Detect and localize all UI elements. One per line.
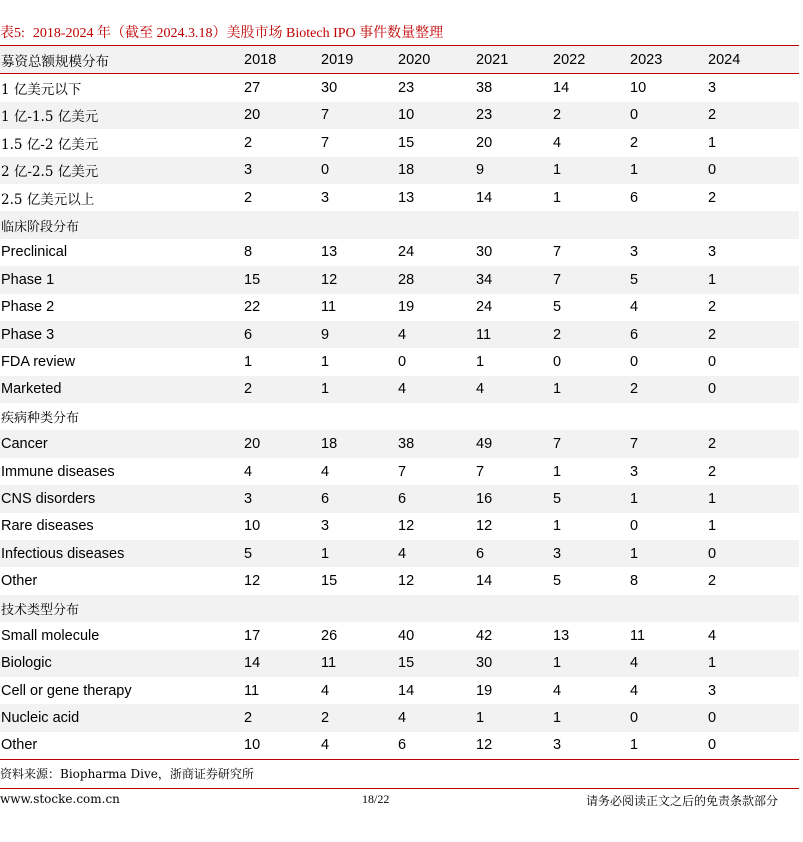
table-cell-value: 12 (244, 573, 261, 590)
table-cell-value: 20 (244, 436, 261, 453)
table-cell-value: 7 (553, 244, 562, 261)
table-row (0, 321, 799, 348)
table-row (0, 102, 799, 129)
table-cell-value: 2 (708, 299, 717, 316)
table-cell-value: 4 (321, 682, 330, 699)
table-cell-value: 2 (708, 463, 717, 480)
table-cell-value: 14 (476, 573, 493, 590)
table-cell-value: 4 (630, 682, 639, 699)
table-cell-value: 9 (476, 162, 485, 179)
table-cell-value: 1 (708, 490, 717, 507)
table-cell-value: 4 (630, 655, 639, 672)
table-cell-value: 3 (244, 490, 253, 507)
row-label: Phase 1 (1, 271, 55, 288)
table-cell-value: 13 (553, 627, 570, 644)
table-row (0, 74, 799, 102)
table-cell-value: 16 (476, 490, 493, 507)
table-cell-value: 24 (476, 299, 493, 316)
row-label: Small molecule (1, 627, 100, 644)
table-cell-value: 1 (553, 189, 562, 206)
table-cell-value: 3 (244, 162, 253, 179)
table-cell-value: 12 (321, 271, 338, 288)
row-label: Phase 2 (1, 299, 55, 316)
section-row (0, 403, 799, 430)
caption-label: 表5: (0, 26, 25, 41)
table-cell-value: 2 (630, 381, 639, 398)
row-label: Immune diseases (1, 463, 115, 480)
table-cell-value: 5 (244, 545, 253, 562)
table-cell-value: 3 (708, 80, 717, 97)
table-cell-value: 6 (476, 545, 485, 562)
table-cell-value: 42 (476, 627, 493, 644)
table-cell-value: 13 (398, 189, 415, 206)
table-cell-value: 0 (708, 737, 717, 754)
table-cell-value: 12 (476, 518, 493, 535)
table-cell-value: 1 (553, 518, 562, 535)
table-cell-value: 18 (398, 162, 415, 179)
row-label: Cancer (1, 436, 48, 453)
table-row (0, 458, 799, 485)
table-row (0, 650, 799, 677)
table-row (0, 704, 799, 731)
table-cell-value: 3 (708, 244, 717, 261)
table-cell-value: 7 (553, 436, 562, 453)
table-cell-value: 0 (708, 353, 717, 370)
table-cell-value: 7 (321, 107, 330, 124)
table-cell-value: 30 (476, 244, 493, 261)
table-cell-value: 0 (553, 353, 562, 370)
table-cell-value: 6 (398, 737, 407, 754)
table-cell-value: 23 (398, 80, 415, 97)
table-cell-value: 2 (630, 134, 639, 151)
table-row (0, 732, 799, 760)
table-cell-value: 0 (708, 162, 717, 179)
table-cell-value: 1 (708, 271, 717, 288)
table-cell-value: 2 (708, 436, 717, 453)
table-cell-value: 0 (321, 162, 330, 179)
row-label: 2.5 亿美元以上 (1, 191, 95, 208)
footer-page-number: 18/22 (362, 792, 390, 806)
table-cell-value: 1 (553, 463, 562, 480)
header-year: 2021 (476, 51, 509, 68)
table-cell-value: 4 (398, 710, 407, 727)
row-label: 1 亿-1.5 亿美元 (1, 109, 99, 126)
table-cell-value: 1 (630, 490, 639, 507)
table-cell-value: 19 (476, 682, 493, 699)
table-cell-value: 1 (553, 655, 562, 672)
row-label: 1.5 亿-2 亿美元 (1, 136, 99, 153)
table-cell-value: 1 (553, 710, 562, 727)
table-row (0, 348, 799, 375)
table-cell-value: 0 (708, 545, 717, 562)
footer-divider (0, 788, 799, 789)
section-label: 技术类型分布 (1, 603, 80, 618)
header-year: 2020 (398, 51, 431, 68)
section-label: 临床阶段分布 (1, 219, 80, 235)
table-cell-value: 17 (244, 627, 261, 644)
table-row (0, 513, 799, 540)
table-cell-value: 1 (476, 710, 485, 727)
table-cell-value: 23 (476, 107, 493, 124)
table-cell-value: 4 (398, 326, 407, 343)
table-cell-value: 0 (630, 710, 639, 727)
table-cell-value: 1 (708, 134, 717, 151)
table-cell-value: 2 (244, 381, 253, 398)
table-cell-value: 3 (321, 518, 330, 535)
table-cell-value: 1 (630, 162, 639, 179)
table-row (0, 239, 799, 266)
table-cell-value: 2 (708, 326, 717, 343)
table-cell-value: 4 (476, 381, 485, 398)
row-label: FDA review (1, 353, 76, 370)
table-cell-value: 11 (244, 682, 260, 699)
table-cell-value: 6 (630, 189, 639, 206)
table-cell-value: 2 (708, 107, 717, 124)
table-cell-value: 49 (476, 436, 493, 453)
table-cell-value: 1 (553, 162, 562, 179)
table-cell-value: 6 (398, 490, 407, 507)
table-cell-value: 3 (708, 682, 717, 699)
row-label: Other (1, 737, 38, 754)
section-label: 疾病种类分布 (1, 411, 80, 427)
table-cell-value: 4 (321, 463, 330, 480)
table-row (0, 157, 799, 184)
table-row (0, 485, 799, 512)
table-cell-value: 0 (708, 381, 717, 398)
table-cell-value: 0 (708, 710, 717, 727)
table-cell-value: 34 (476, 271, 493, 288)
table-row (0, 677, 799, 704)
table-cell-value: 1 (708, 655, 717, 672)
header-category-label: 募资总额规模分布 (1, 53, 109, 70)
table-cell-value: 8 (630, 573, 639, 590)
table-cell-value: 2 (553, 326, 562, 343)
table-cell-value: 0 (630, 107, 639, 124)
table-row (0, 184, 799, 211)
table-cell-value: 6 (630, 326, 639, 343)
table-cell-value: 15 (321, 573, 338, 590)
table-cell-value: 12 (398, 573, 415, 590)
table-cell-value: 18 (321, 436, 338, 453)
table-cell-value: 4 (321, 737, 330, 754)
table-body (0, 74, 799, 760)
section-row (0, 595, 799, 622)
table-cell-value: 1 (630, 545, 639, 562)
table-cell-value: 15 (398, 134, 415, 151)
row-label: Rare diseases (1, 518, 94, 535)
table-cell-value: 1 (630, 737, 639, 754)
row-label: Phase 3 (1, 326, 55, 343)
table-cell-value: 10 (630, 80, 647, 97)
table-cell-value: 27 (244, 80, 261, 97)
table-header-row (0, 46, 799, 74)
table-cell-value: 20 (244, 107, 261, 124)
table-cell-value: 2 (708, 189, 717, 206)
table-cell-value: 10 (398, 107, 415, 124)
table-cell-value: 13 (321, 244, 338, 261)
table-cell-value: 3 (321, 189, 330, 206)
row-label: Other (1, 573, 38, 590)
table-cell-value: 7 (553, 271, 562, 288)
table-cell-value: 38 (398, 436, 415, 453)
table-cell-value: 14 (476, 189, 493, 206)
table-caption (0, 22, 443, 42)
table-cell-value: 2 (553, 107, 562, 124)
table-cell-value: 8 (244, 244, 253, 261)
table-cell-value: 0 (630, 353, 639, 370)
table-cell-value: 40 (398, 627, 415, 644)
table-cell-value: 7 (476, 463, 485, 480)
table-cell-value: 4 (244, 463, 253, 480)
table-cell-value: 3 (553, 737, 562, 754)
table-cell-value: 11 (321, 655, 337, 672)
row-label: Preclinical (1, 244, 68, 261)
table-row (0, 567, 799, 594)
table-cell-value: 0 (398, 353, 407, 370)
table-cell-value: 1 (244, 353, 253, 370)
row-label: CNS disorders (1, 490, 96, 507)
table-cell-value: 2 (244, 134, 253, 151)
table-cell-value: 3 (630, 244, 639, 261)
section-row (0, 211, 799, 238)
table-cell-value: 26 (321, 627, 338, 644)
table-cell-value: 14 (553, 80, 570, 97)
table-cell-value: 7 (321, 134, 330, 151)
row-label: Infectious diseases (1, 545, 125, 562)
table-cell-value: 2 (708, 573, 717, 590)
table-cell-value: 10 (244, 737, 261, 754)
table-cell-value: 3 (630, 463, 639, 480)
footer-website: www.stocke.com.cn (0, 792, 120, 806)
table-cell-value: 20 (476, 134, 493, 151)
row-label: Nucleic acid (1, 710, 80, 727)
table-cell-value: 0 (630, 518, 639, 535)
table-cell-value: 6 (321, 490, 330, 507)
table-cell-value: 2 (321, 710, 330, 727)
table-cell-value: 14 (398, 682, 415, 699)
caption-text: 2018-2024 年（截至 2024.3.18）美股市场 Biotech IPO 事件数量整理 (32, 26, 444, 41)
table-cell-value: 5 (553, 573, 562, 590)
table-cell-value: 3 (553, 545, 562, 562)
row-label: Biologic (1, 655, 52, 672)
table-cell-value: 2 (244, 189, 253, 206)
row-label: 1 亿美元以下 (1, 82, 82, 99)
table-cell-value: 11 (321, 299, 337, 316)
table-row (0, 622, 799, 649)
table-cell-value: 15 (398, 655, 415, 672)
table-cell-value: 1 (708, 518, 717, 535)
table-row (0, 430, 799, 457)
header-year: 2019 (321, 51, 354, 68)
row-label: Cell or gene therapy (1, 682, 132, 699)
table-cell-value: 30 (321, 80, 338, 97)
table-cell-value: 30 (476, 655, 493, 672)
table-cell-value: 38 (476, 80, 493, 97)
table-cell-value: 11 (630, 627, 646, 644)
table-cell-value: 4 (398, 381, 407, 398)
table-cell-value: 1 (321, 353, 330, 370)
table-cell-value: 6 (244, 326, 253, 343)
table-cell-value: 5 (630, 271, 639, 288)
table-cell-value: 10 (244, 518, 261, 535)
table-cell-value: 15 (244, 271, 261, 288)
table-cell-value: 1 (476, 353, 485, 370)
table-cell-value: 19 (398, 299, 415, 316)
ipo-count-table (0, 45, 799, 760)
table-cell-value: 1 (553, 381, 562, 398)
table-cell-value: 4 (708, 627, 717, 644)
table-cell-value: 7 (398, 463, 407, 480)
table-cell-value: 7 (630, 436, 639, 453)
header-year: 2022 (553, 51, 586, 68)
table-cell-value: 1 (321, 545, 330, 562)
table-cell-value: 5 (553, 299, 562, 316)
table-cell-value: 12 (476, 737, 493, 754)
table-cell-value: 4 (553, 134, 562, 151)
table-row (0, 540, 799, 567)
table-cell-value: 1 (321, 381, 330, 398)
row-label: Marketed (1, 381, 62, 398)
header-year: 2023 (630, 51, 663, 68)
table-cell-value: 4 (398, 545, 407, 562)
header-year: 2018 (244, 51, 277, 68)
table-row (0, 266, 799, 293)
table-cell-value: 24 (398, 244, 415, 261)
table-cell-value: 9 (321, 326, 330, 343)
table-row (0, 376, 799, 403)
table-cell-value: 14 (244, 655, 261, 672)
table-cell-value: 11 (476, 326, 492, 343)
table-cell-value: 2 (244, 710, 253, 727)
table-cell-value: 4 (630, 299, 639, 316)
table-cell-value: 4 (553, 682, 562, 699)
table-cell-value: 28 (398, 271, 415, 288)
table-row (0, 129, 799, 156)
table-cell-value: 22 (244, 299, 261, 316)
header-year: 2024 (708, 51, 741, 68)
footer-disclaimer: 请务必阅读正文之后的免责条款部分 (586, 794, 779, 808)
table-row (0, 294, 799, 321)
table-cell-value: 5 (553, 490, 562, 507)
table-cell-value: 12 (398, 518, 415, 535)
source-note: 资料来源：Biopharma Dive，浙商证券研究所 (0, 767, 254, 781)
row-label: 2 亿-2.5 亿美元 (1, 164, 99, 181)
